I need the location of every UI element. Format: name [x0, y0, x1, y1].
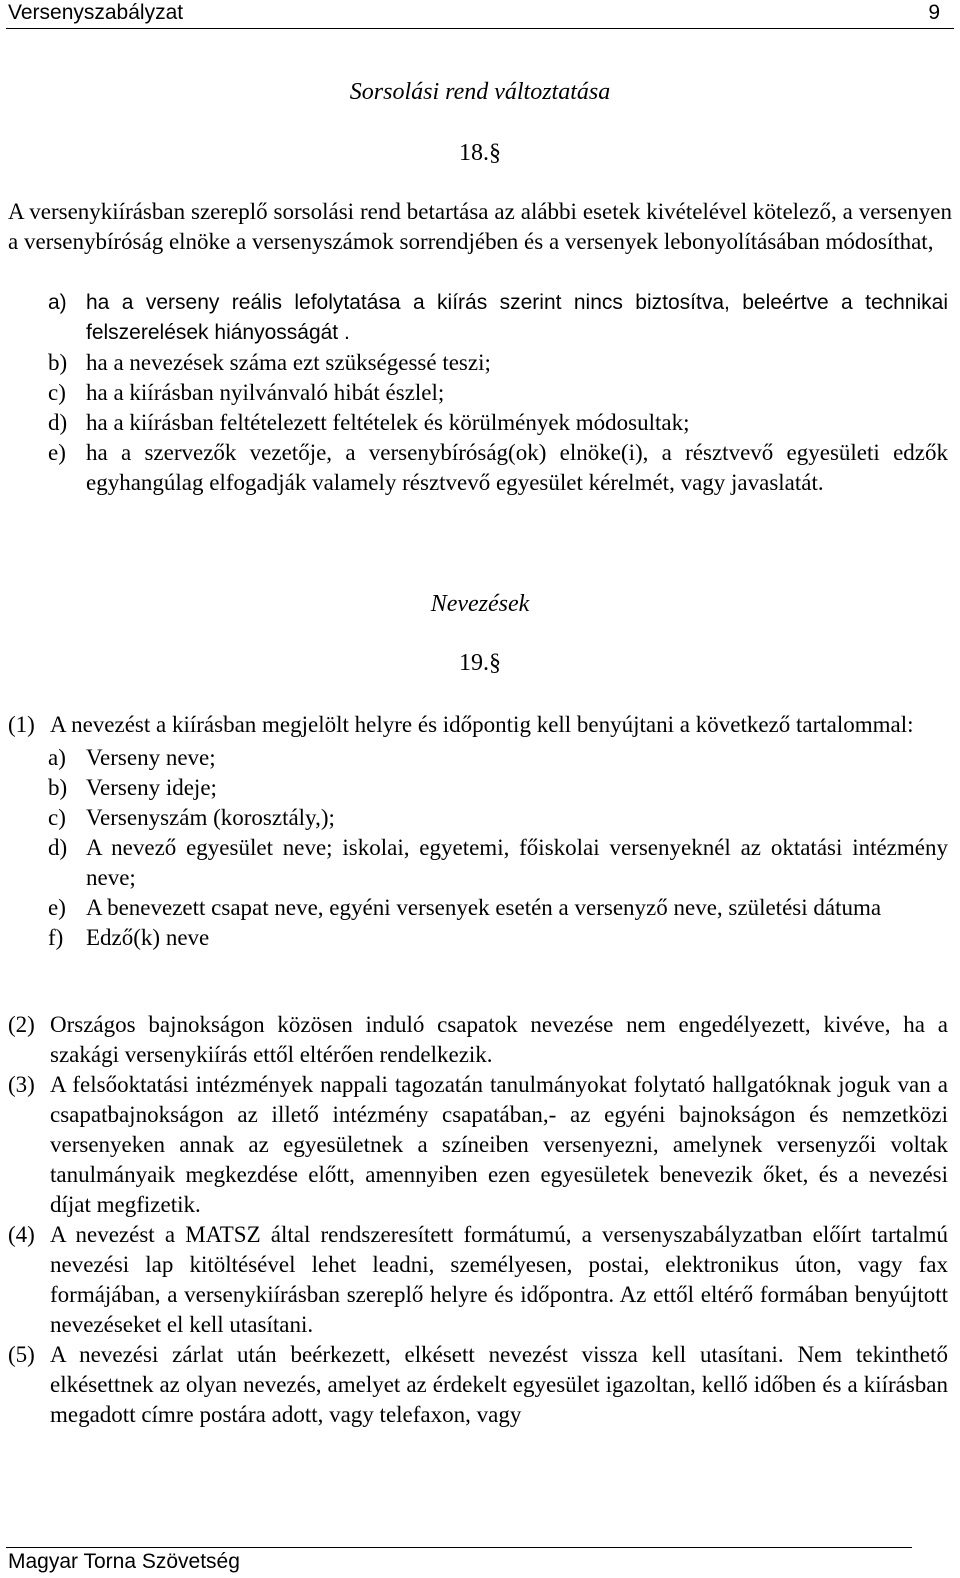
list-item — [48, 833, 948, 893]
section-19-paragraph-1 — [8, 710, 948, 740]
list-item — [48, 743, 948, 773]
paragraph — [8, 1070, 948, 1220]
section-19-paragraphs — [8, 1010, 948, 1430]
section-18-intro: A versenykiírásban szereplő sorsolási rend betartása az alábbi esetek kivételével kötelező, a versenyen a versenybíróság elnöke a versenyszámok sorrendjében és a versenyek lebonyolításában módosíthat, — [8, 199, 952, 254]
list-item — [48, 803, 948, 833]
list-item-text: ha a kiírásban nyilvánvaló hibát észlel; — [86, 380, 445, 405]
list-item-label: a) — [48, 291, 67, 314]
paragraph-text: A nevezési zárlat után beérkezett, elkésett nevezést vissza kell utasítani. Nem tekinthető elkésettnek az olyan nevezés, amelyet az érdekelt egyesület igazoltan, kellő időben és a kiírásban megadott címre postára adott, vagy telefaxon, vagy — [50, 1342, 948, 1427]
list-item-text: ha a nevezések száma ezt szükségessé teszi; — [86, 350, 491, 375]
paragraph — [8, 1340, 948, 1430]
paragraph-text: Országos bajnokságon közösen induló csapatok nevezése nem engedélyezett, kivéve, ha a szakági versenykiírás ettől eltérően rendelkezik. — [50, 1012, 948, 1067]
list-item-text: ha a verseny reális lefolytatása a kiírás szerint nincs biztosítva, beleértve a technikai felszerelések hiányosságát . — [86, 291, 948, 344]
list-item — [48, 288, 948, 348]
section-18-title: Sorsolási rend változtatása — [349, 79, 611, 105]
list-item-label: d) — [48, 410, 68, 435]
list-item-text: A benevezett csapat neve, egyéni versenyek esetén a versenyző neve, születési dátuma — [86, 895, 882, 920]
list-item-label: f) — [48, 925, 64, 950]
list-item-label: d) — [48, 835, 68, 860]
section-19-list — [48, 743, 948, 953]
list-item-text: Edző(k) neve — [86, 925, 210, 950]
list-item-label: c) — [48, 380, 66, 405]
list-item — [48, 408, 948, 438]
list-item-text: A nevező egyesület neve; iskolai, egyetemi, főiskolai versenyeknél az oktatási intézmény neve; — [86, 835, 948, 890]
list-item-label: b) — [48, 350, 68, 375]
list-item — [48, 923, 948, 953]
page-footer: Magyar Torna Szövetség — [8, 1550, 240, 1573]
list-item — [48, 438, 948, 498]
section-18-list — [48, 288, 948, 498]
page-header — [6, 0, 954, 29]
list-item — [48, 378, 948, 408]
list-item — [48, 348, 948, 378]
paragraph-text: A felsőoktatási intézmények nappali tagozatán tanulmányokat folytató hallgatóknak joguk van a csapatbajnokságon az illető intézmény csapatában,- az egyéni bajnokságon és nemzetközi versenyeken annak az egyesületnek a színeiben versenyezni, amelynek versenyzői voltak tanulmányaik megkezdése előtt, amennyiben ezen egyesületek benevezik őket, és a nevezési díjat megfizetik. — [50, 1072, 948, 1217]
list-item — [48, 893, 948, 923]
paragraph-label: (5) — [8, 1342, 35, 1367]
paragraph-label: (2) — [8, 1012, 35, 1037]
paragraph — [8, 1010, 948, 1070]
paragraph — [8, 1220, 948, 1340]
paragraph-text: A nevezést a kiírásban megjelölt helyre és időpontig kell benyújtani a következő tartalommal: — [50, 712, 914, 737]
paragraph-text: A nevezést a MATSZ által rendszeresített formátumú, a versenyszabályzatban előírt tartalmú nevezési lap kitöltésével lehet leadni, személyesen, postai, elektronikus úton, vagy fax formájában, a versenykiírásban szereplő helyre és időpontra. Az ettől eltérő formában benyújtott nevezéseket el kell utasítani. — [50, 1222, 948, 1337]
list-item-label: b) — [48, 775, 68, 800]
document-title: Versenyszabályzat — [8, 1, 184, 24]
list-item-text: Verseny ideje; — [86, 775, 217, 800]
list-item-label: e) — [48, 895, 66, 920]
list-item-text: ha a szervezők vezetője, a versenybíróság(ok) elnöke(i), a résztvevő egyesületi edzők egyhangúlag elfogadják valamely résztvevő egyesület kérelmét, vagy javaslatát. — [86, 440, 948, 495]
paragraph-label: (1) — [8, 712, 35, 737]
list-item-text: Versenyszám (korosztály,); — [86, 805, 335, 830]
paragraph — [8, 710, 948, 740]
list-item — [48, 773, 948, 803]
section-18-number: 18.§ — [459, 140, 501, 166]
section-19-title: Nevezések — [430, 591, 530, 617]
section-19-number: 19.§ — [459, 650, 501, 676]
list-item-text: Verseny neve; — [86, 745, 216, 770]
list-item-label: e) — [48, 440, 66, 465]
list-item-text: ha a kiírásban feltételezett feltételek és körülmények módosultak; — [86, 410, 690, 435]
list-item-label: c) — [48, 805, 66, 830]
paragraph-label: (3) — [8, 1072, 35, 1097]
list-item-label: a) — [48, 745, 66, 770]
page-number: 9 — [928, 1, 940, 24]
paragraph-label: (4) — [8, 1222, 35, 1247]
